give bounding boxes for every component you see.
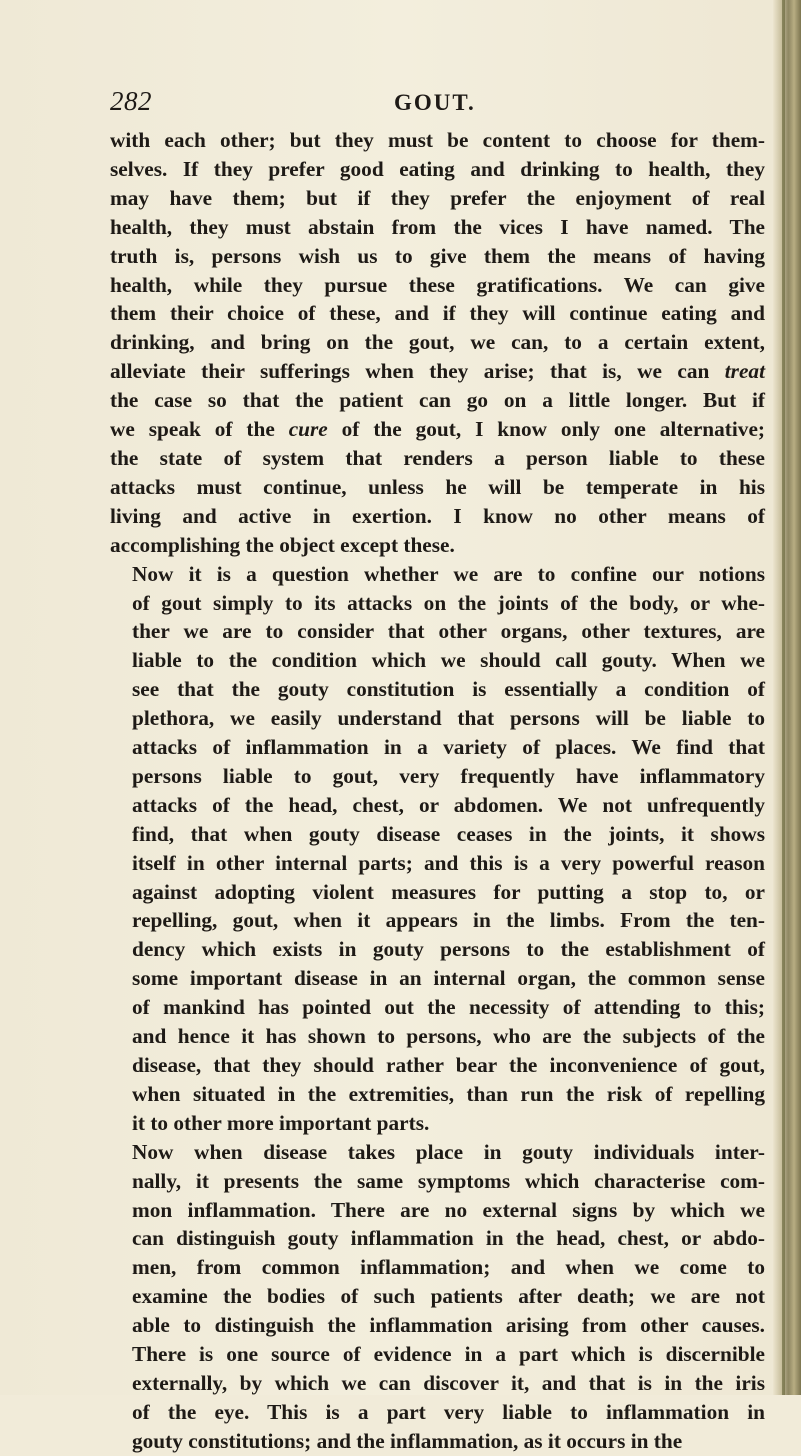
paragraph	[110, 126, 765, 560]
text-line: selves. If they prefer good eating and drinking to health, they	[110, 156, 765, 181]
text-line: accomplishing the object except these.	[110, 532, 455, 557]
text-line: disease, that they should rather bear the inconvenience of gout,	[132, 1053, 765, 1077]
text-line: and hence it has shown to persons, who are the subjects of the	[132, 1024, 765, 1049]
page-header	[110, 86, 760, 116]
running-head: GOUT.	[394, 90, 476, 115]
text-line: of mankind has pointed out the necessity of attending to this;	[132, 995, 765, 1020]
text-line: plethora, we easily understand that persons will be liable to	[132, 706, 765, 731]
text-line: attacks must continue, unless he will be temperate in his	[110, 474, 765, 499]
text-line: them their choice of these, and if they will continue eating and	[110, 301, 765, 326]
text-line: see that the gouty constitution is essentially a condition of	[132, 677, 765, 702]
text-line: of gout simply to its attacks on the joints of the body, or whe-	[132, 590, 765, 615]
text-line: with each other; but they must be content to choose for them-	[110, 128, 765, 152]
text-line: Now when disease takes place in gouty individuals inter-	[132, 1139, 765, 1164]
text-line: it to other more important parts.	[132, 1110, 430, 1135]
text-line: may have them; but if they prefer the enjoyment of real	[110, 185, 765, 210]
text-line: examine the bodies of such patients after death; we are not	[132, 1284, 765, 1309]
text-line: attacks of the head, chest, or abdomen. We not unfrequently	[132, 792, 765, 817]
text-line: men, from common inflammation; and when we come to	[132, 1255, 765, 1280]
text-line: health, they must abstain from the vices I have named. The	[110, 214, 765, 239]
text-line: ther we are to consider that other organs, other textures, are	[132, 619, 765, 644]
text-line: health, while they pursue these gratifications. We can give	[110, 272, 765, 297]
text-line: we speak of the cure of the gout, I know only one alternative;	[110, 417, 766, 442]
text-line: itself in other internal parts; and this is a very powerful reason	[132, 850, 765, 875]
text-line: Now it is a question whether we are to confine our notions	[132, 561, 765, 586]
text-line: attacks of inflammation in a variety of places. We find that	[132, 735, 765, 760]
text-line: externally, by which we can discover it, and that is in the iris	[132, 1370, 765, 1395]
text-line: some important disease in an internal organ, the common sense	[132, 966, 765, 991]
text-line: of the eye. This is a part very liable to inflammation in	[132, 1399, 765, 1424]
text-line: the case so that the patient can go on a little longer. But if	[110, 388, 765, 413]
text-line: living and active in exertion. I know no other means of	[110, 503, 765, 528]
text-line: dency which exists in gouty persons to the establishment of	[132, 937, 765, 962]
page-edge	[773, 0, 801, 1395]
paragraph	[110, 1138, 765, 1456]
text-line: when situated in the extremities, than run the risk of repelling	[132, 1081, 765, 1106]
text-line: truth is, persons wish us to give them the means of having	[110, 243, 765, 268]
text-line: gouty constitutions; and the inflammation, as it occurs in the	[132, 1428, 683, 1453]
text-line: alleviate their sufferings when they arise; that is, we can treat	[110, 359, 765, 384]
text-line: liable to the condition which we should call gouty. When we	[132, 648, 765, 673]
text-line: There is one source of evidence in a part which is discernible	[132, 1342, 765, 1367]
text-line: able to distinguish the inflammation arising from other causes.	[132, 1313, 765, 1338]
page-number: 282	[110, 86, 152, 116]
text-line: repelling, gout, when it appears in the limbs. From the ten-	[132, 908, 765, 933]
text-line: drinking, and bring on the gout, we can, to a certain extent,	[110, 330, 765, 355]
text-line: nally, it presents the same symptoms which characterise com-	[132, 1168, 765, 1193]
text-line: the state of system that renders a person liable to these	[110, 445, 765, 470]
body-text	[110, 126, 765, 1456]
text-line: find, that when gouty disease ceases in the joints, it shows	[132, 821, 765, 846]
text-line: can distinguish gouty inflammation in the head, chest, or abdo-	[132, 1226, 765, 1251]
paragraph	[110, 560, 765, 1138]
text-line: against adopting violent measures for putting a stop to, or	[132, 879, 765, 904]
text-line: mon inflammation. There are no external signs by which we	[132, 1197, 765, 1222]
text-line: persons liable to gout, very frequently have inflammatory	[132, 763, 765, 788]
